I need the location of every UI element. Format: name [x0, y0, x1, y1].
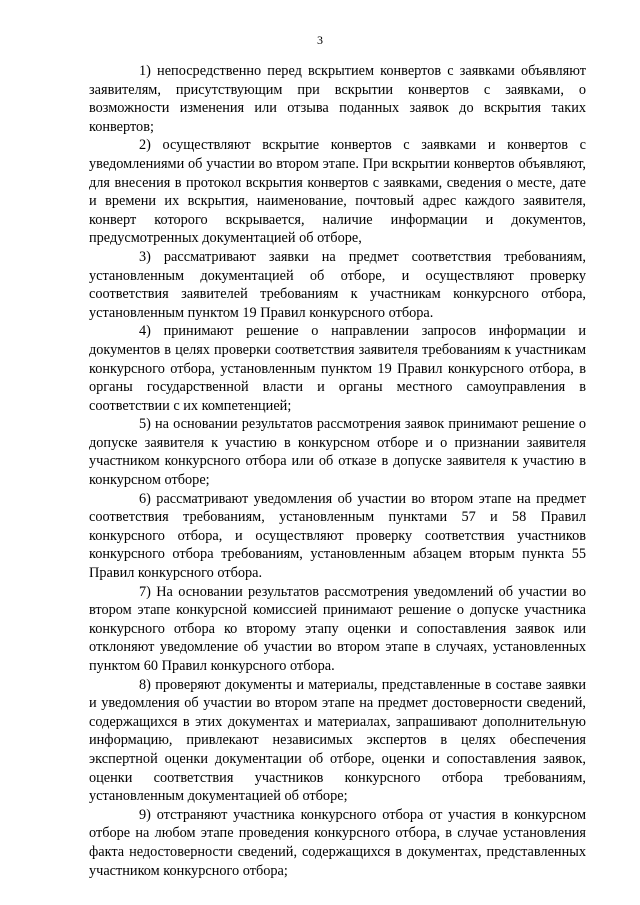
- paragraph-item-4: 4) принимают решение о направлении запросов информации и документов в целях проверки соответствия заявителя требованиям к участникам конкурсного отбора, установленным пунктом 19 Правил конкурсного отбора, в органы государственной власти и органы местного самоуправления в соответствии с их компетенцией;: [89, 323, 586, 414]
- paragraph-item-9: 9) отстраняют участника конкурсного отбора от участия в конкурсном отборе на любом этапе проведения конкурсного отбора, в случае установления факта недостоверности сведений, содержащихся в документах, представленных участником конкурсного отбора;: [89, 806, 586, 879]
- page-number: 3: [317, 33, 323, 47]
- paragraph-item-7: 7) На основании результатов рассмотрения уведомлений об участии во втором этапе конкурсной комиссией принимают решение о допуске участника конкурсного отбора ко второму этапу оценки и сопоставления заявок или отклоняют уведомление об участии во втором этапе в случаях, установленных пунктом 60 Правил конкурсного отбора.: [89, 583, 586, 674]
- paragraph-item-8: 8) проверяют документы и материалы, представленные в составе заявки и уведомления об участии во втором этапе на предмет достоверности сведений, содержащихся в этих документах и материалах, запрашивают дополнительную информацию, привлекают независимых экспертов в целях обеспечения экспертной оценки документации об отборе, оценки и сопоставления заявок, оценки соответствия участников конкурсного отбора требованиям, установленным документацией об отборе;: [89, 676, 586, 805]
- paragraph-item-3: 3) рассматривают заявки на предмет соответствия требованиям, установленным документацией об отборе, и осуществляют проверку соответствия заявителей требованиям к участникам конкурсного отбора, установленным пунктом 19 Правил конкурсного отбора.: [89, 248, 586, 321]
- paragraph-item-5: 5) на основании результатов рассмотрения заявок принимают решение о допуске заявителя к участию в конкурсном отборе и о признании заявителя участником конкурсного отбора или об отказе в допуске заявителя к участию в конкурсном отборе;: [89, 416, 586, 489]
- paragraph-item-6: 6) рассматривают уведомления об участии во втором этапе на предмет соответствия требованиям, установленным пунктами 57 и 58 Правил конкурсного отбора, и осуществляют проверку соответствия участников конкурсного отбора требованиям, установленным абзацем вторым пункта 55 Правил конкурсного отбора.: [89, 490, 586, 582]
- paragraph-item-1: 1) непосредственно перед вскрытием конвертов с заявками объявляют заявителям, присутствующим при вскрытии конвертов с заявками, о возможности изменения или отзыва поданных заявок до вскрытия таких конвертов;: [89, 63, 586, 135]
- paragraph-item-2: 2) осуществляют вскрытие конвертов с заявками и конвертов с уведомлениями об участии во втором этапе. При вскрытии конвертов объявляют, для внесения в протокол вскрытия конвертов с заявками, сведения о месте, дате и времени их вскрытия, наименование, почтовый адрес каждого заявителя, конверт которого вскрывается, наличие информации и документов, предусмотренных документацией об отборе,: [89, 137, 586, 247]
- document-body: [89, 62, 586, 880]
